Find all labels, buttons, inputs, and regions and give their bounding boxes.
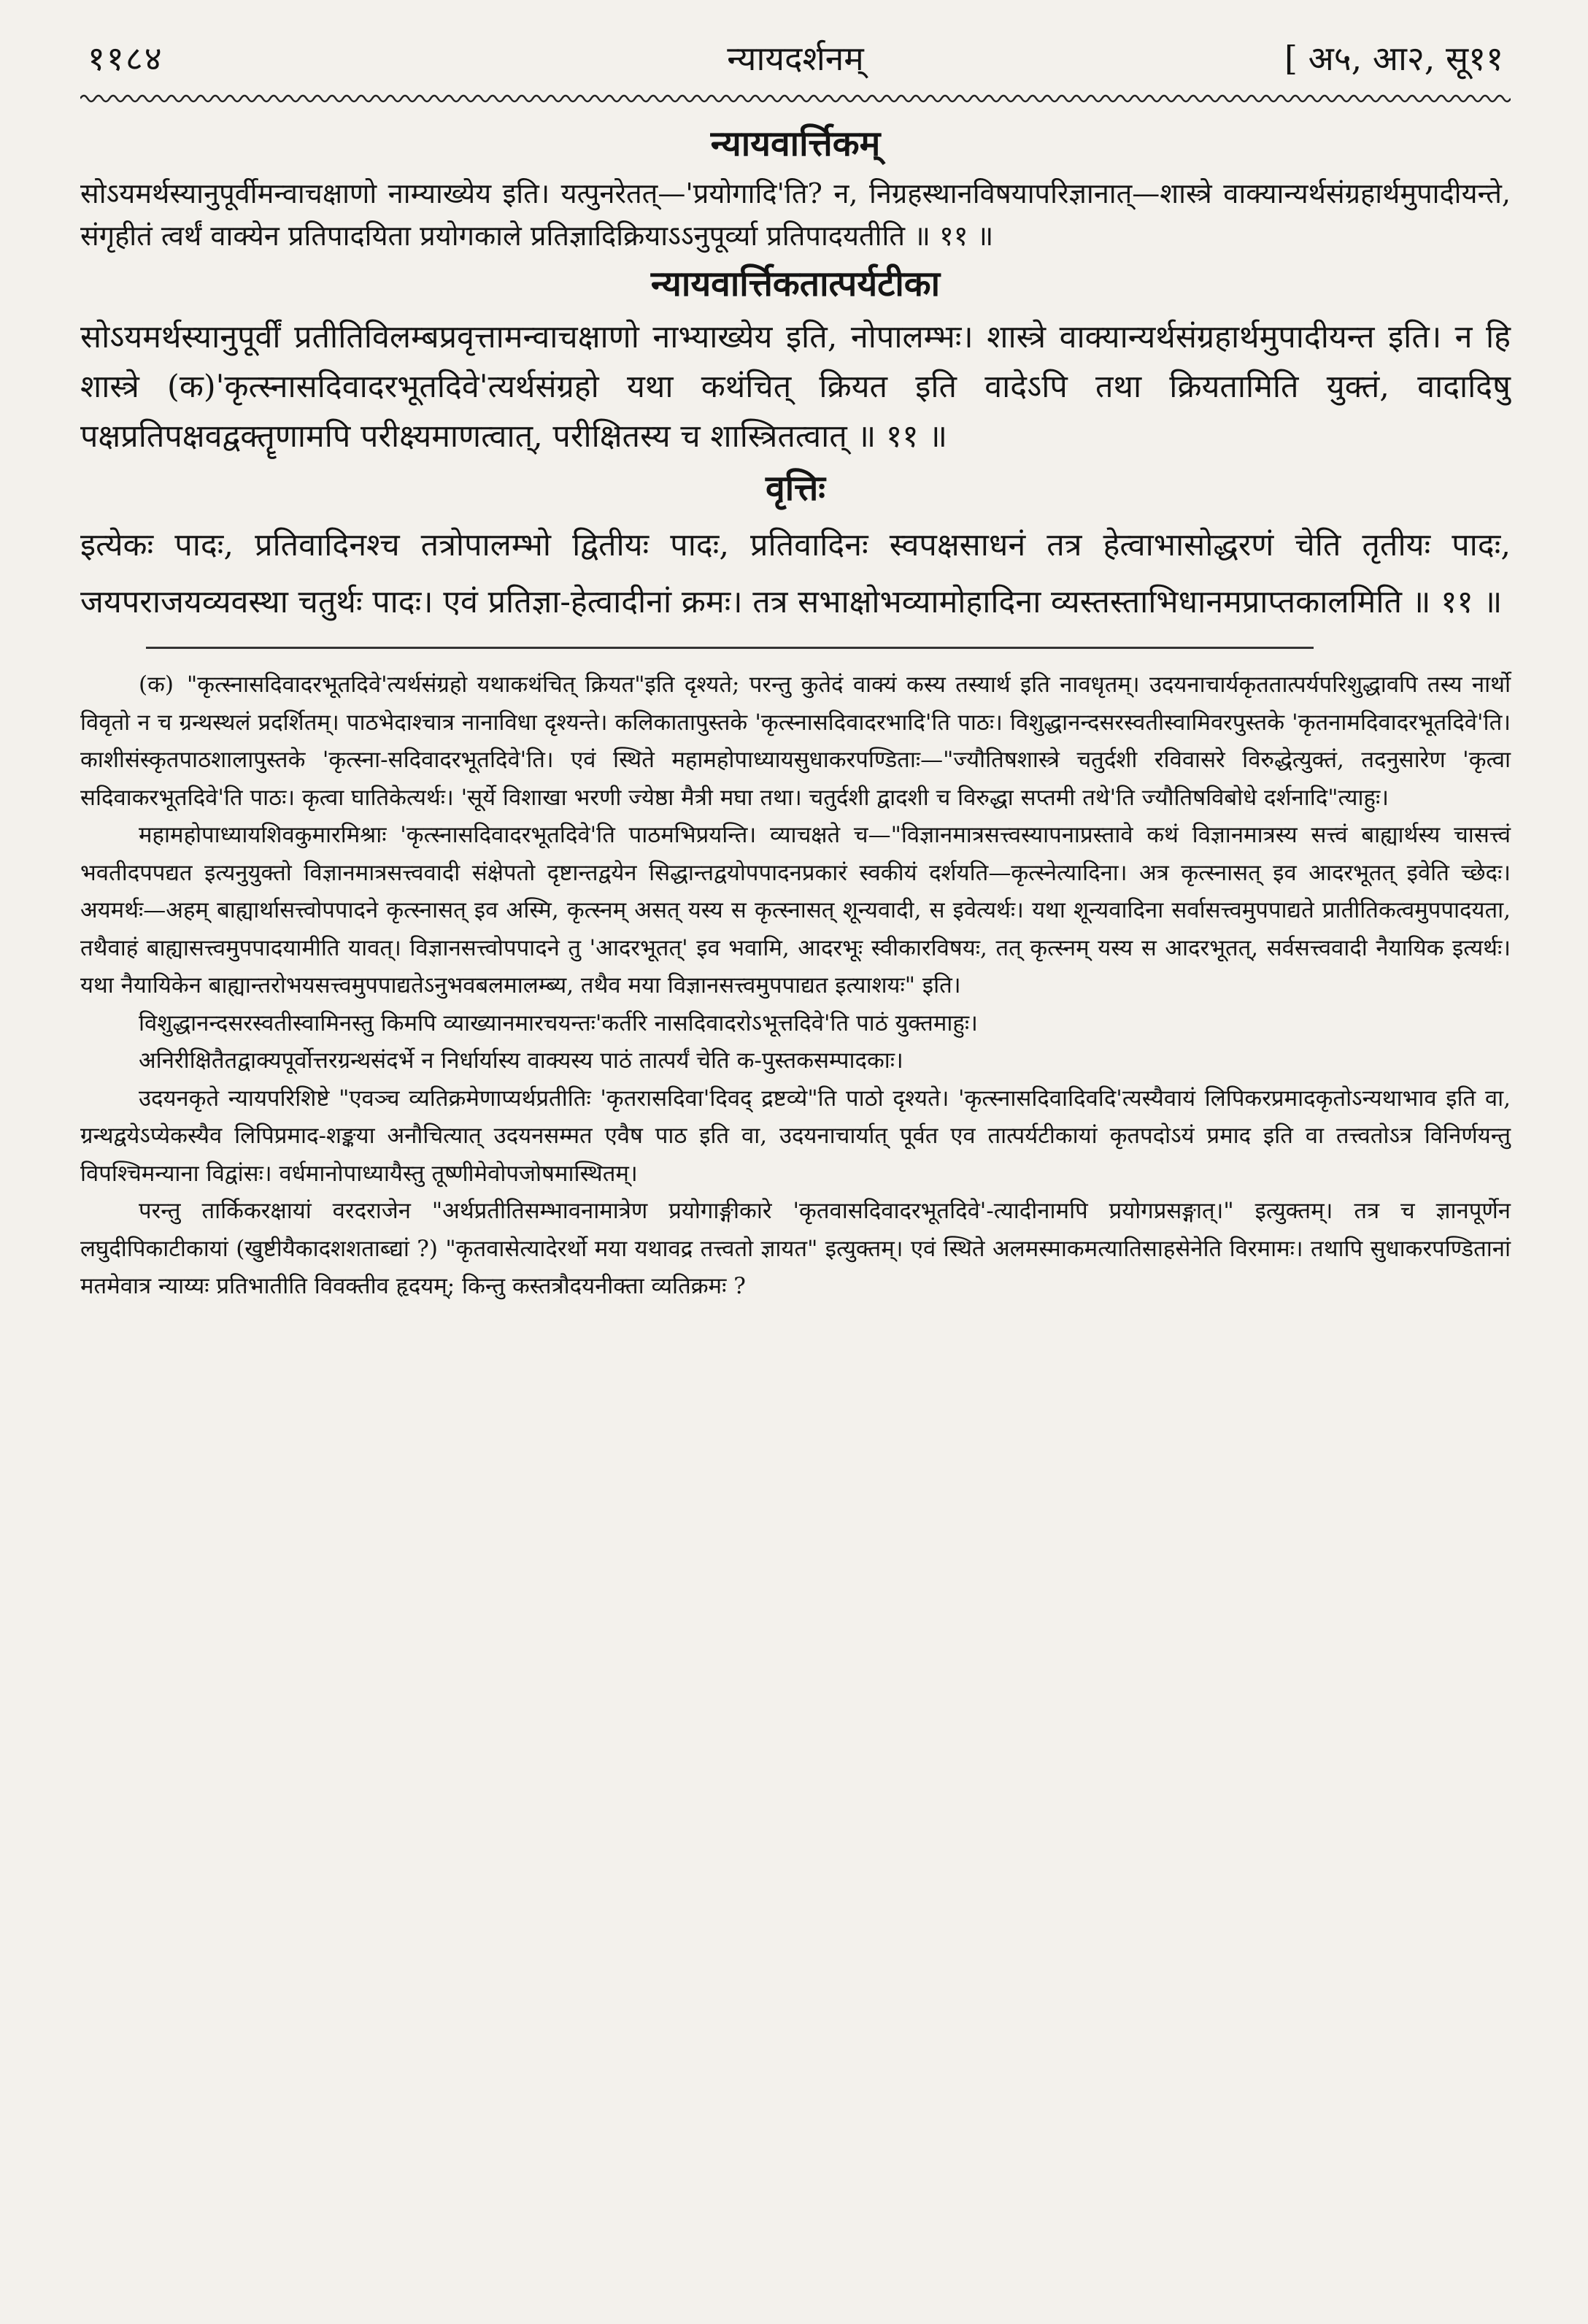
- section-heading-vrtti: वृत्तिः: [766, 468, 825, 509]
- book-page: [80, 29, 1511, 2292]
- footnote-label: (क): [139, 672, 174, 698]
- footnote-paragraph: परन्तु तार्किकरक्षायां वरदराजेन "अर्थप्रतीतिसम्भावनामात्रेण प्रयोगाङ्गीकारे 'कृतवासदिवादरभूतदिवे'-त्यादीनामपि प्रयोगप्रसङ्गात्।" इत्युक्तम्। तत्र च ज्ञानपूर्णेन लघुदीपिकाटीकायां (खुष्टीयैकादशशताब्द्यां ?) "कृतवासेत्यादेरर्थो मया यथावद्र तत्त्वतो ज्ञायत" इत्युक्तम्। एवं स्थिते अलमस्माकमत्यातिसाहसेनेति विरमामः। तथापि सुधाकरपण्डितानां मतमेवात्र न्याय्यः प्रतिभातीति विवक्तीव हृदयम्; किन्तु कस्तत्रौदयनीक्ता व्यतिक्रमः ?: [80, 1198, 1511, 1299]
- footnote-text: "कृत्स्नासदिवादरभूतदिवे'त्यर्थसंग्रहो यथाकथंचित् क्रियत"इति दृश्यते; परन्तु कुतेदं वाक्यं कस्य तस्यार्थ इति नावधृतम्। उदयनाचार्यकृततात्पर्यपरिशुद्धावपि तस्य नार्थो विवृतो न च ग्रन्थस्थलं प्रदर्शितम्। पाठभेदाश्चात्र नानाविधा दृश्यन्ते। कलिकातापुस्तके 'कृत्स्नासदिवादरभादि'ति पाठः। विशुद्धानन्दसरस्वतीस्वामिवरपुस्तके 'कृतनामदिवादरभूतदिवे'ति। काशीसंस्कृतपाठशालापुस्तके 'कृत्स्ना-सदिवादरभूतदिवे'ति। एवं स्थिते महामहोपाध्यायसुधाकरपण्डिताः—"ज्यौतिषशास्त्रे चतुर्दशी रविवासरे विरुद्धेत्युक्तं, तदनुसारेण 'कृत्वा सदिवाकरभूतदिवे'ति पाठः। कृत्वा घातिकेत्यर्थः। 'सूर्ये विशाखा भरणी ज्येष्ठा मैत्री मघा तथा। चतुर्दशी द्वादशी च विरुद्धा सप्तमी तथे'ति ज्यौतिषविबोधे दर्शनादि"त्याहुः।: [80, 672, 1511, 811]
- footnote-paragraph: विशुद्धानन्दसरस्वतीस्वामिनस्तु किमपि व्याख्यानमारचयन्तः'कर्तरि नासदिवादरोऽभूत्तदिवे'ति पाठं युक्तमाहुः।: [139, 1009, 978, 1036]
- running-title: न्यायदर्शनम्: [727, 39, 864, 78]
- section-heading-vartika: न्यायवार्त्तिकम्: [710, 123, 881, 164]
- running-header: [80, 29, 1511, 88]
- tatparya-tika-text: सोऽयमर्थस्यानुपूर्वीं प्रतीतिविलम्बप्रवृत्तामन्वाचक्षाणो नाभ्याख्येय इति, नोपालम्भः। शास्त्रे वाक्यान्यर्थसंग्रहार्थमुपादीयन्त इति। न हि शास्त्रे (क)'कृत्स्नासदिवादरभूतदिवे'त्यर्थसंग्रहो यथा कथंचित् क्रियत इति वादेऽपि तथा क्रियतामिति युक्तं, वादादिषु पक्षप्रतिपक्षवद्वक्तॄणामपि परीक्ष्यमाणत्वात्, परीक्षितस्य च शास्त्रितत्वात् ॥ ११ ॥: [80, 319, 1511, 455]
- vrtti-text: इत्येकः पादः, प्रतिवादिनश्च तत्रोपालम्भो द्वितीयः पादः, प्रतिवादिनः स्वपक्षसाधनं तत्र हेत्वाभासोद्धरणं चेति तृतीयः पादः, जयपराजयव्यवस्था चतुर्थः पादः। एवं प्रतिज्ञा-हेत्वादीनां क्रमः। तत्र सभाक्षोभव्यामोहादिना व्यस्तस्ताभिधानमप्राप्तकालमिति ॥ ११ ॥: [80, 527, 1511, 620]
- section-heading-tatparya-tika: न्यायवार्त्तिकतात्पर्यटीका: [650, 263, 941, 304]
- header-wavy-rule: [80, 91, 1511, 107]
- footnote-ka: [80, 666, 1511, 817]
- vartika-text: सोऽयमर्थस्यानुपूर्वीमन्वाचक्षाणो नाम्याख्येय इति। यत्पुनरेतत्—'प्रयोगादि'ति? न, निग्रहस्थानविषयापरिज्ञानात्—शास्त्रे वाक्यान्यर्थसंग्रहार्थमुपादीयन्ते, संगृहीतं त्वर्थं वाक्येन प्रतिपादयिता प्रयोगकाले प्रतिज्ञादिक्रियाऽऽनुपूर्व्या प्रतिपादयतीति ॥ ११ ॥: [80, 177, 1511, 252]
- page-number: ११८४: [88, 39, 163, 78]
- footnote-paragraph: अनिरीक्षितैतद्वाक्यपूर्वोत्तरग्रन्थसंदर्भे न निर्धार्यास्य वाक्यस्य पाठं तात्पर्यं चेति क-पुस्तकसम्पादकाः।: [139, 1047, 903, 1074]
- footnote-paragraph: महामहोपाध्यायशिवकुमारमिश्राः 'कृत्स्नासदिवादरभूतदिवे'ति पाठमभिप्रयन्ति। व्याचक्षते च—"विज्ञानमात्रसत्त्वस्यापनाप्रस्तावे कथं विज्ञानमात्रस्य सत्त्वं बाह्यार्थस्य चासत्त्वं भवतीदपपद्यत इत्यनुयुक्तो विज्ञानमात्रसत्त्ववादी संक्षेपतो दृष्टान्तद्वयेन सिद्धान्तद्वयोपपादनप्रकारं स्वकीयं दर्शयति—कृत्स्नेत्यादिना। अत्र कृत्स्नासत् इव आदरभूतत् इवेति च्छेदः। अयमर्थः—अहम् बाह्यार्थासत्त्वोपपादने कृत्स्नासत् इव अस्मि, कृत्स्नम् असत् यस्य स कृत्स्नासत् शून्यवादी, स इवेत्यर्थः। यथा शून्यवादिना सर्वासत्त्वमुपपाद्यते प्रातीतिकत्वमुपपादयता, तथैवाहं बाह्यासत्त्वमुपपादयामीति यावत्। विज्ञानसत्त्वोपपादने तु 'आदरभूतत्' इव भवामि, आदरभूः स्वीकारविषयः, तत् कृत्स्नम् यस्य स आदरभूतत्, सर्वसत्त्ववादी नैयायिक इत्यर्थः। यथा नैयायिकेन बाह्यान्तरोभयसत्त्वमुपपाद्यतेऽनुभवबलमालम्ब्य, तथैव मया विज्ञानसत्त्वमुपपाद्यत इत्याशयः" इति।: [80, 822, 1511, 999]
- footnote-paragraph: उदयनकृते न्यायपरिशिष्टे "एवञ्च व्यतिक्रमेणाप्यर्थप्रतीतिः 'कृतरासदिवा'दिवद् द्रष्टव्ये"ति पाठो दृश्यते। 'कृत्स्नासदिवादिवदि'त्यस्यैवायं लिपिकरप्रमादकृतोऽन्यथाभाव इति वा, ग्रन्थद्वयेऽप्येकस्यैव लिपिप्रमाद-शङ्कया अनौचित्यात् उदयनसम्मत एवैष पाठ इति वा, उदयनाचार्यात् पूर्वत एव तात्पर्यटीकायां कृतपदोऽयं प्रमाद इति वा तत्त्वतोऽत्र विनिर्णयन्तु विपश्चिमन्याना विद्वांसः। वर्धमानोपाध्यायैस्तु तूष्णीमेवोपजोषमास्थितम्।: [80, 1085, 1511, 1187]
- footnote-separator: [146, 647, 1314, 649]
- section-reference: [ अ५, आ२, सू११: [1284, 39, 1503, 78]
